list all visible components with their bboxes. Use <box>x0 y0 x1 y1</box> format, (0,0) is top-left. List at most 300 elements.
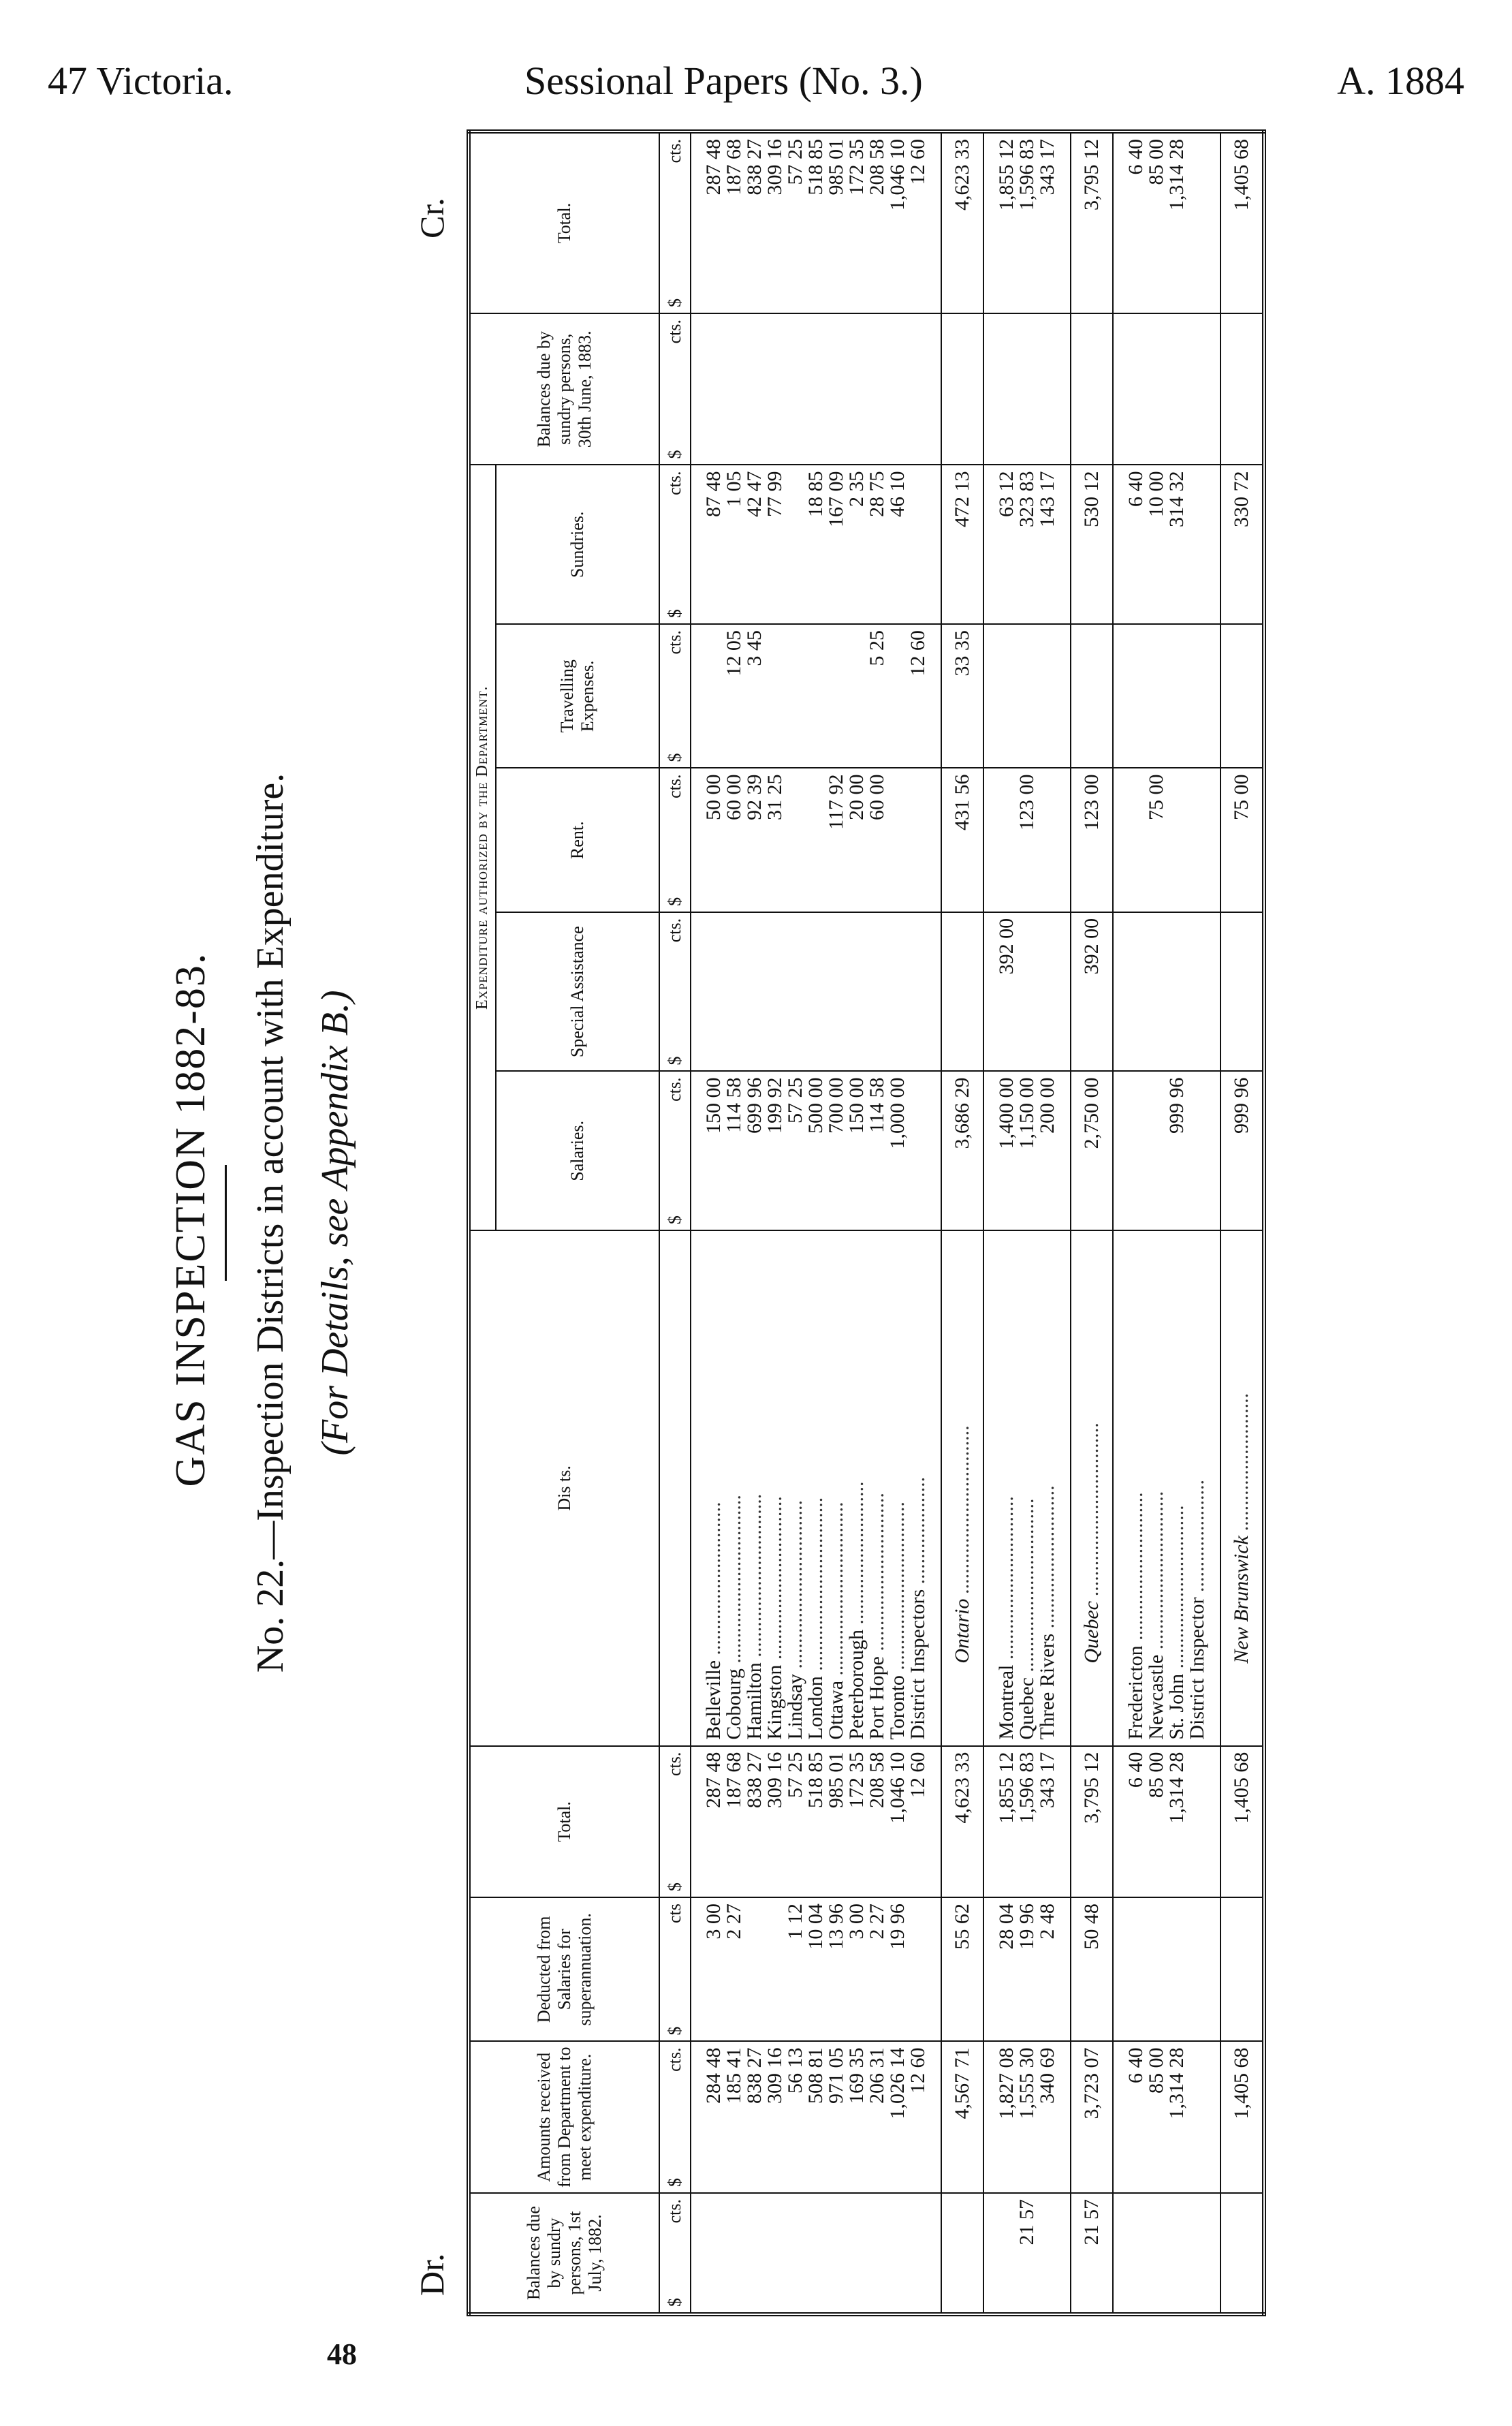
table-row <box>744 131 765 2314</box>
cell-sund: 143 17 <box>1037 465 1058 625</box>
col-special: Special Assistance <box>496 912 659 1072</box>
cell-trav <box>704 624 724 768</box>
cell-sal <box>908 1072 928 1231</box>
header-right: A. 1884 <box>1337 59 1464 103</box>
col-received: Amounts received from Department to meet expenditure. <box>469 2042 659 2194</box>
district-name: Quebec .................................. <box>1017 1230 1037 1746</box>
cell-rec: 838 27 <box>744 2042 765 2194</box>
cell-spa <box>744 912 765 1072</box>
cell-sund: 2 35 <box>847 465 867 625</box>
cell-tot: 1,314 28 <box>1167 1746 1187 1898</box>
cell-spa <box>765 912 785 1072</box>
cell-spa <box>1146 912 1167 1072</box>
cell-sal: 1,400 00 <box>996 1072 1017 1231</box>
table-row <box>867 131 887 2314</box>
cell-sund: 46 10 <box>887 465 908 625</box>
leader-dots: ..................... <box>906 1476 929 1589</box>
cell-bs <box>744 2193 765 2314</box>
cell-rent: 75 00 <box>1146 768 1167 912</box>
cell-trav <box>847 624 867 768</box>
leader-dots: .................................. <box>804 1497 827 1677</box>
cell-be <box>826 313 847 465</box>
table-row <box>908 131 928 2314</box>
cell-sal: 699 96 <box>744 1072 765 1231</box>
cell-bs <box>785 2193 806 2314</box>
header-left: 47 Victoria. <box>48 59 234 103</box>
cell-bs <box>887 2193 908 2314</box>
table-row <box>1017 131 1037 2314</box>
cell-sal: 114 58 <box>867 1072 887 1231</box>
cell-bs: 21 57 <box>1017 2193 1037 2314</box>
cell-bs <box>908 2193 928 2314</box>
cell-rec: 3,723 07 <box>1071 2042 1113 2194</box>
cell-tot: 187 68 <box>724 1746 744 1898</box>
cell-trav <box>1071 624 1113 768</box>
cell-bs <box>806 2193 826 2314</box>
cell-ded: 2 27 <box>724 1897 744 2041</box>
cell-rent: 123 00 <box>1071 768 1113 912</box>
spacer-row <box>691 131 704 2314</box>
cell-be <box>785 313 806 465</box>
cell-tot: 57 25 <box>785 1746 806 1898</box>
district-name: New Brunswick ........................... <box>1220 1230 1264 1746</box>
cell-tcr: 1,405 68 <box>1220 131 1264 313</box>
cell-ded: 55 62 <box>941 1897 983 2041</box>
cell-sal <box>1126 1072 1146 1231</box>
cell-tcr: 1,855 12 <box>996 131 1017 313</box>
cell-ded: 50 48 <box>1071 1897 1113 2041</box>
cell-tcr: 1,314 28 <box>1167 131 1187 313</box>
cell-spa <box>908 912 928 1072</box>
cell-be <box>765 313 785 465</box>
cell-rent: 50 00 <box>704 768 724 912</box>
cell-spa <box>887 912 908 1072</box>
cell-rec: 6 40 <box>1126 2042 1146 2194</box>
page-number: 48 <box>327 2337 357 2371</box>
cell-tot: 1,046 10 <box>887 1746 908 1898</box>
cell-spa <box>1167 912 1187 1072</box>
cell-trav <box>1167 624 1187 768</box>
table-row <box>826 131 847 2314</box>
leader-dots: ................................. <box>950 1425 973 1599</box>
cell-tot: 343 17 <box>1037 1746 1058 1898</box>
cell-bs <box>765 2193 785 2314</box>
cell-sund: 330 72 <box>1220 465 1264 625</box>
cell-bs <box>1146 2193 1167 2314</box>
cell-be <box>1071 313 1113 465</box>
cell-rent <box>1126 768 1146 912</box>
cell-rent <box>908 768 928 912</box>
leader-dots: ................................ <box>1165 1505 1188 1674</box>
cell-rent <box>1167 768 1187 912</box>
cell-ded <box>908 1897 928 2041</box>
cell-tot <box>1187 1746 1208 1898</box>
cell-tcr <box>1187 131 1208 313</box>
cell-be <box>806 313 826 465</box>
cell-rec: 1,314 28 <box>1167 2042 1187 2194</box>
cell-sal <box>1187 1072 1208 1231</box>
cell-rec: 1,555 30 <box>1017 2042 1037 2194</box>
spacer-row <box>983 131 996 2314</box>
cell-sund: 1 05 <box>724 465 744 625</box>
leader-dots: ................................. <box>783 1499 806 1674</box>
cell-rent <box>785 768 806 912</box>
table-row <box>887 131 908 2314</box>
cell-rec: 56 13 <box>785 2042 806 2194</box>
cell-ded <box>1146 1897 1167 2041</box>
table-row <box>847 131 867 2314</box>
cell-rent: 431 56 <box>941 768 983 912</box>
cell-spa <box>1037 912 1058 1072</box>
cell-bs <box>1167 2193 1187 2314</box>
leader-dots: ................................ <box>994 1496 1018 1665</box>
cell-bs <box>826 2193 847 2314</box>
spacer-row <box>928 131 941 2314</box>
leader-dots: ................................. <box>885 1502 909 1676</box>
cell-ded <box>1220 1897 1264 2041</box>
cell-spa <box>785 912 806 1072</box>
cell-rec: 1,827 08 <box>996 2042 1017 2194</box>
leader-dots: ................................. <box>722 1495 745 1669</box>
document-subtitle: No. 22.—Inspection Districts in account with Expenditure. <box>249 773 292 1673</box>
cell-sal: 999 96 <box>1167 1072 1187 1231</box>
cell-ded <box>1167 1897 1187 2041</box>
cell-bs <box>1220 2193 1264 2314</box>
cell-tcr: 187 68 <box>724 131 744 313</box>
leader-dots: ............................... <box>865 1493 888 1657</box>
cell-rent: 60 00 <box>867 768 887 912</box>
cell-be <box>847 313 867 465</box>
cell-rent: 20 00 <box>847 768 867 912</box>
leader-dots: ................................ <box>742 1493 766 1663</box>
cell-tot: 1,855 12 <box>996 1746 1017 1898</box>
cell-rec: 1,405 68 <box>1220 2042 1264 2194</box>
cell-trav <box>887 624 908 768</box>
spacer-row <box>1208 131 1220 2314</box>
cell-trav <box>1017 624 1037 768</box>
cell-tcr: 985 01 <box>826 131 847 313</box>
cell-spa <box>941 912 983 1072</box>
cell-rec: 971 05 <box>826 2042 847 2194</box>
cell-trav: 33 35 <box>941 624 983 768</box>
cell-tot: 985 01 <box>826 1746 847 1898</box>
district-name: Toronto ................................. <box>887 1230 908 1746</box>
spacer-row <box>1058 131 1071 2314</box>
cell-rec: 508 81 <box>806 2042 826 2194</box>
cell-rec: 12 60 <box>908 2042 928 2194</box>
table-row <box>1146 131 1167 2314</box>
cell-rent: 92 39 <box>744 768 765 912</box>
cell-tcr: 1,046 10 <box>887 131 908 313</box>
cell-be <box>1146 313 1167 465</box>
cell-be <box>744 313 765 465</box>
cell-tcr: 309 16 <box>765 131 785 313</box>
cell-ded: 19 96 <box>1017 1897 1037 2041</box>
spacer-row <box>1113 131 1126 2314</box>
cell-tot: 12 60 <box>908 1746 928 1898</box>
cell-trav <box>1187 624 1208 768</box>
cell-rent: 75 00 <box>1220 768 1264 912</box>
district-name: Port Hope ............................... <box>867 1230 887 1746</box>
cell-trav <box>826 624 847 768</box>
cell-trav: 12 05 <box>724 624 744 768</box>
cell-be <box>1017 313 1037 465</box>
cell-sund: 77 99 <box>765 465 785 625</box>
cell-be <box>908 313 928 465</box>
district-name: Kingston ................................ <box>765 1230 785 1746</box>
cell-rec: 169 35 <box>847 2042 867 2194</box>
cell-sund: 28 75 <box>867 465 887 625</box>
district-name: District Inspector ...................... <box>1187 1230 1208 1746</box>
leader-dots: ............................ <box>845 1481 868 1630</box>
cell-sund: 42 47 <box>744 465 765 625</box>
cell-rent <box>887 768 908 912</box>
leader-dots: ............................... <box>1144 1491 1167 1655</box>
cell-sund <box>1187 465 1208 625</box>
cell-rent: 117 92 <box>826 768 847 912</box>
district-name: Montreal ................................ <box>996 1230 1017 1746</box>
cell-ded <box>1126 1897 1146 2041</box>
cell-trav <box>1037 624 1058 768</box>
district-name: St. John ................................ <box>1167 1230 1187 1746</box>
cell-bs <box>1126 2193 1146 2314</box>
col-districts: Dis ts. <box>469 1230 659 1746</box>
subtotal-row <box>1071 131 1113 2314</box>
col-deducted: Deducted from Salaries for superannuation. <box>469 1897 659 2041</box>
leader-dots: .............................. <box>702 1502 725 1660</box>
district-name: Newcastle ............................... <box>1146 1230 1167 1746</box>
cell-sund: 63 12 <box>996 465 1017 625</box>
cell-tot: 1,405 68 <box>1220 1746 1264 1898</box>
cell-be <box>1167 313 1187 465</box>
cell-ded: 2 27 <box>867 1897 887 2041</box>
cell-bs <box>996 2193 1017 2314</box>
title-rule <box>225 1165 227 1281</box>
cell-tot: 85 00 <box>1146 1746 1167 1898</box>
cell-spa <box>867 912 887 1072</box>
cell-rec: 340 69 <box>1037 2042 1058 2194</box>
cell-trav <box>1126 624 1146 768</box>
cell-sund: 314 32 <box>1167 465 1187 625</box>
district-name: Ontario ................................. <box>941 1230 983 1746</box>
cell-tcr: 12 60 <box>908 131 928 313</box>
leader-dots: ............................ <box>1035 1485 1058 1634</box>
cell-be <box>1037 313 1058 465</box>
leader-dots: .................................. <box>1080 1422 1103 1601</box>
district-name: London .................................. <box>806 1230 826 1746</box>
cell-trav <box>996 624 1017 768</box>
subtotal-row <box>1220 131 1264 2314</box>
cell-sal: 57 25 <box>785 1072 806 1231</box>
cell-sal: 999 96 <box>1220 1072 1264 1231</box>
document-title: GAS INSPECTION 1882-83. <box>168 952 214 1487</box>
cell-tcr: 172 35 <box>847 131 867 313</box>
cell-tcr: 57 25 <box>785 131 806 313</box>
cell-ded <box>1187 1897 1208 2041</box>
leader-dots: ............................. <box>1124 1492 1147 1646</box>
table-row <box>1187 131 1208 2314</box>
cell-bs: 21 57 <box>1071 2193 1113 2314</box>
table-row <box>1037 131 1058 2314</box>
col-total-cr: Total. <box>469 131 659 313</box>
cell-sund: 167 09 <box>826 465 847 625</box>
cell-tcr: 1,596 83 <box>1017 131 1037 313</box>
cell-tcr: 518 85 <box>806 131 826 313</box>
header-center: Sessional Papers (No. 3.) <box>524 59 923 103</box>
cell-trav: 5 25 <box>867 624 887 768</box>
cell-tot: 4,623 33 <box>941 1746 983 1898</box>
cell-tcr: 208 58 <box>867 131 887 313</box>
cell-ded <box>765 1897 785 2041</box>
cell-bs <box>704 2193 724 2314</box>
cell-rec: 206 31 <box>867 2042 887 2194</box>
district-name: Quebec .................................. <box>1071 1230 1113 1746</box>
cell-sal: 1,000 00 <box>887 1072 908 1231</box>
col-rent: Rent. <box>496 768 659 912</box>
cell-tot: 3,795 12 <box>1071 1746 1113 1898</box>
cell-ded <box>744 1897 765 2041</box>
cell-spa <box>1220 912 1264 1072</box>
cell-bs <box>1037 2193 1058 2314</box>
cell-rent <box>996 768 1017 912</box>
cell-spa <box>847 912 867 1072</box>
cell-be <box>1220 313 1264 465</box>
cell-rec: 185 41 <box>724 2042 744 2194</box>
cell-tot: 6 40 <box>1126 1746 1146 1898</box>
cell-be <box>996 313 1017 465</box>
cell-ded: 1 12 <box>785 1897 806 2041</box>
units-row: $ cts. $ cts. $ cts $ cts. $ cts. $ cts. $ cts. $ cts. $ cts. $ cts. $ cts. <box>659 131 691 2314</box>
cell-sund: 10 00 <box>1146 465 1167 625</box>
cell-spa <box>1126 912 1146 1072</box>
cell-tot: 172 35 <box>847 1746 867 1898</box>
subtotal-row <box>941 131 983 2314</box>
cell-ded: 19 96 <box>887 1897 908 2041</box>
cell-sund <box>908 465 928 625</box>
cell-spa <box>806 912 826 1072</box>
ledger-body <box>659 131 1264 2314</box>
cell-ded: 3 00 <box>847 1897 867 2041</box>
district-name: Belleville .............................. <box>704 1230 724 1746</box>
table-row <box>1126 131 1146 2314</box>
cell-rent <box>1187 768 1208 912</box>
cell-rent: 31 25 <box>765 768 785 912</box>
district-name: Hamilton ................................ <box>744 1230 765 1746</box>
details-note: (For Details, see Appendix B.) <box>314 990 356 1456</box>
district-name: Ottawa .................................. <box>826 1230 847 1746</box>
table-row <box>806 131 826 2314</box>
cell-tcr: 838 27 <box>744 131 765 313</box>
leader-dots: ...................... <box>1185 1480 1208 1598</box>
cell-spa: 392 00 <box>996 912 1017 1072</box>
cell-sal: 114 58 <box>724 1072 744 1231</box>
cell-rent: 60 00 <box>724 768 744 912</box>
cell-sund: 472 13 <box>941 465 983 625</box>
cell-bs <box>1187 2193 1208 2314</box>
cell-spa <box>1187 912 1208 1072</box>
cell-spa <box>826 912 847 1072</box>
credit-label: Cr. <box>413 198 451 238</box>
cell-trav <box>806 624 826 768</box>
cell-rec: 309 16 <box>765 2042 785 2194</box>
cell-sund: 6 40 <box>1126 465 1146 625</box>
cell-tot: 309 16 <box>765 1746 785 1898</box>
cell-sal: 150 00 <box>704 1072 724 1231</box>
district-name: District Inspectors ..................... <box>908 1230 928 1746</box>
table-row <box>765 131 785 2314</box>
cell-sal: 199 92 <box>765 1072 785 1231</box>
cell-be <box>867 313 887 465</box>
table-row <box>724 131 744 2314</box>
table-row <box>785 131 806 2314</box>
rotated-page <box>146 102 1393 2344</box>
table-row <box>1167 131 1187 2314</box>
leader-dots: ................................ <box>763 1496 786 1665</box>
cell-tcr: 287 48 <box>704 131 724 313</box>
table-row <box>996 131 1017 2314</box>
district-name: Fredericton ............................. <box>1126 1230 1146 1746</box>
cell-tot: 838 27 <box>744 1746 765 1898</box>
cell-tot: 1,596 83 <box>1017 1746 1037 1898</box>
cell-sund <box>785 465 806 625</box>
col-bal-end: Balances due by sundry persons, 30th June, 1883. <box>469 313 659 465</box>
cell-rec: 85 00 <box>1146 2042 1167 2194</box>
cell-tot: 287 48 <box>704 1746 724 1898</box>
cell-sal: 150 00 <box>847 1072 867 1231</box>
col-sundries: Sundries. <box>496 465 659 625</box>
cell-rent <box>806 768 826 912</box>
cell-rec: 284 48 <box>704 2042 724 2194</box>
cell-tot: 518 85 <box>806 1746 826 1898</box>
cell-be <box>941 313 983 465</box>
cell-sal: 3,686 29 <box>941 1072 983 1231</box>
cell-rent <box>1037 768 1058 912</box>
cell-sal <box>1146 1072 1167 1231</box>
cell-trav <box>1146 624 1167 768</box>
cell-rent: 123 00 <box>1017 768 1037 912</box>
debit-label: Dr. <box>413 2253 451 2296</box>
cell-sund: 87 48 <box>704 465 724 625</box>
cell-trav: 3 45 <box>744 624 765 768</box>
cell-sal: 700 00 <box>826 1072 847 1231</box>
table-row <box>704 131 724 2314</box>
cell-trav <box>1220 624 1264 768</box>
district-name: Three Rivers ............................ <box>1037 1230 1058 1746</box>
district-name: Peterborough ............................ <box>847 1230 867 1746</box>
cell-sal: 500 00 <box>806 1072 826 1231</box>
cell-rec: 4,567 71 <box>941 2042 983 2194</box>
cell-be <box>724 313 744 465</box>
cell-spa <box>1017 912 1037 1072</box>
cell-tcr: 343 17 <box>1037 131 1058 313</box>
cell-spa <box>704 912 724 1072</box>
cell-be <box>704 313 724 465</box>
col-travelling: Travelling Expenses. <box>496 624 659 768</box>
cell-bs <box>867 2193 887 2314</box>
cell-bs <box>941 2193 983 2314</box>
cell-tcr: 6 40 <box>1126 131 1146 313</box>
cell-be <box>887 313 908 465</box>
ledger-table <box>467 129 1266 2316</box>
leader-dots: .................................. <box>824 1502 847 1681</box>
col-total-dr: Total. <box>469 1746 659 1898</box>
cell-ded: 13 96 <box>826 1897 847 2041</box>
cell-spa <box>724 912 744 1072</box>
cell-rec: 1,026 14 <box>887 2042 908 2194</box>
cell-tcr: 85 00 <box>1146 131 1167 313</box>
col-salaries: Salaries. <box>496 1072 659 1231</box>
cell-sund: 323 83 <box>1017 465 1037 625</box>
